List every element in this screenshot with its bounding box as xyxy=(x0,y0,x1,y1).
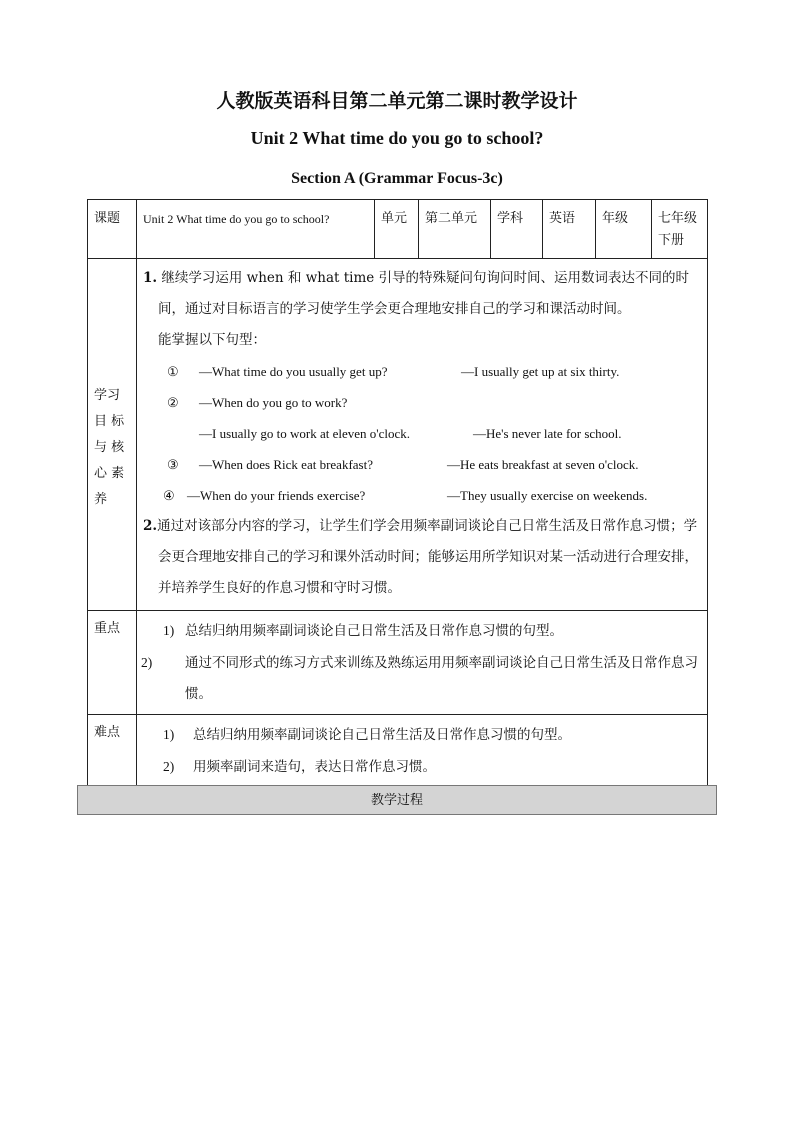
patterns-intro: 能掌握以下句型： xyxy=(158,332,266,348)
difficulty-item: 2) 用频率副词来造句，表达日常作息习惯。 xyxy=(163,759,436,775)
goals-label-line: 与 核 xyxy=(94,440,125,455)
key-point-item: 2) 通过不同形式的练习方式来训练及熟练运用用频率副词谈论自己日常生活及日常作息习惯。 xyxy=(141,655,698,702)
example-sentence: ③ —When does Rick eat breakfast? —He eats breakfast at seven o'clock. xyxy=(167,457,639,472)
subject-label-cell: 学科 xyxy=(491,200,543,259)
teaching-process-header: 教学过程 xyxy=(77,785,717,815)
key-points-label-cell: 重点 xyxy=(88,611,137,715)
goals-label-line: 目 标 xyxy=(94,414,125,429)
example-sentence: ② —When do you go to work? xyxy=(167,395,348,410)
goals-content-cell xyxy=(137,259,708,611)
difficulties-row xyxy=(88,715,708,788)
key-point-item: 1) 总结归纳用频率副词谈论自己日常生活及日常作息习惯的句型。 xyxy=(163,623,563,639)
goal-item-2: 2.通过对该部分内容的学习，让学生们学会用频率副词谈论自己日常生活及日常作息习惯；学会更合理地安排自己的学习和课外活动时间；能够运用所学知识对某一活动进行合理安排，并培养学生良好的作息习惯和守时习惯。 xyxy=(143,518,698,596)
lesson-plan-table xyxy=(87,199,708,788)
difficulty-item: 1) 总结归纳用频率副词谈论自己日常生活及日常作息习惯的句型。 xyxy=(163,727,571,743)
section-title: Section A (Grammar Focus-3c) xyxy=(291,170,503,187)
goals-row xyxy=(88,259,708,611)
example-sentence: ① —What time do you usually get up? —I usually get up at six thirty. xyxy=(167,364,620,379)
unit-value-cell: 第二单元 xyxy=(419,200,491,259)
topic-label-cell: 课题 xyxy=(88,200,137,259)
goals-label-line: 心 素 xyxy=(94,466,125,481)
key-points-row xyxy=(88,611,708,715)
example-sentence: ④ —When do your friends exercise? —They usually exercise on weekends. xyxy=(163,488,648,503)
unit-label-cell: 单元 xyxy=(375,200,419,259)
difficulties-label-cell: 难点 xyxy=(88,715,137,788)
key-points-content-cell xyxy=(137,611,708,715)
subject-value-cell: 英语 xyxy=(543,200,596,259)
topic-value-cell: Unit 2 What time do you go to school? xyxy=(137,200,375,259)
info-row xyxy=(88,200,708,259)
unit-title: Unit 2 What time do you go to school? xyxy=(250,128,544,148)
document-title: 人教版英语科目第二单元第二课时教学设计 xyxy=(216,90,578,112)
grade-label-cell: 年级 xyxy=(596,200,652,259)
difficulties-content-cell xyxy=(137,715,708,788)
goals-label-cell xyxy=(88,259,137,611)
goals-label-line: 学习 xyxy=(94,388,121,403)
example-sentence: —I usually go to work at eleven o'clock. —He's never late for school. xyxy=(199,426,622,441)
grade-value-cell: 七年级下册 xyxy=(652,200,708,259)
goal-item-1: 1. 继续学习运用 when 和 what time 引导的特殊疑问句询问时间、运用数词表达不同的时间，通过对目标语言的学习使学生学会更合理地安排自己的学习和课活动时间。 xyxy=(143,270,690,317)
goals-label-line: 养 xyxy=(94,492,108,507)
